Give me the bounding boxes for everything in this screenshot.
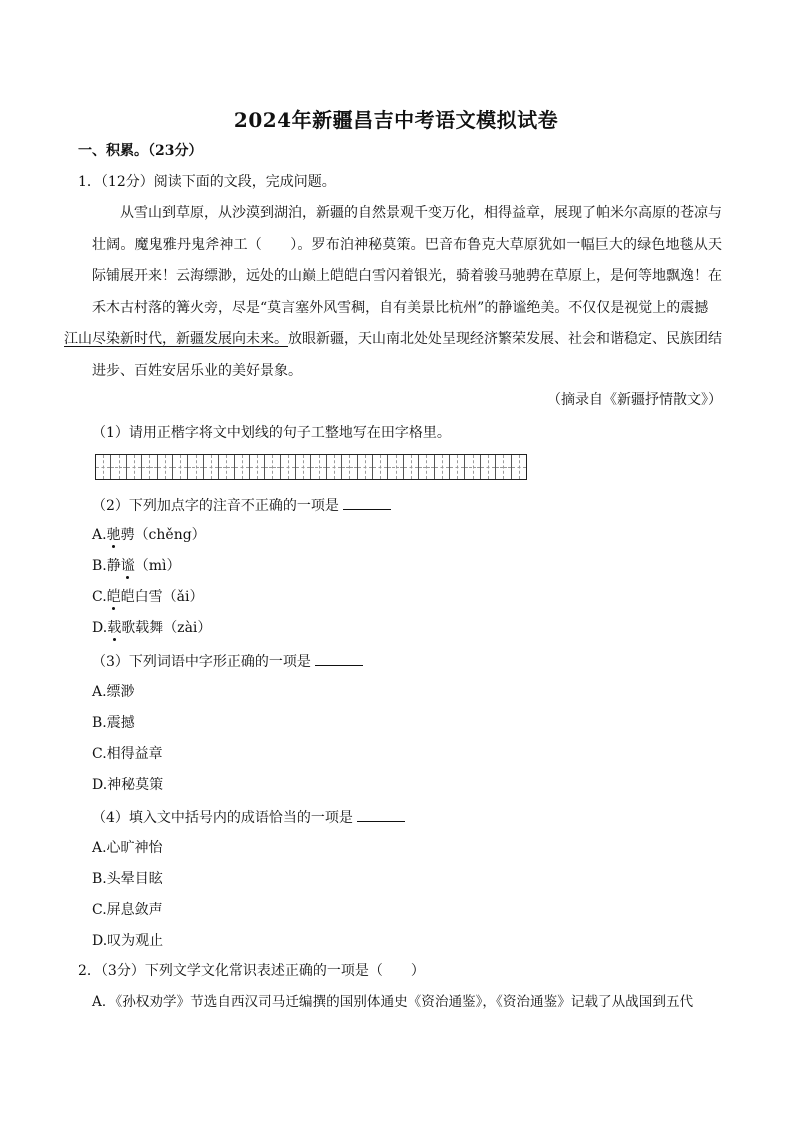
option-4a: A.心旷神怡 [92, 840, 163, 856]
answer-blank[interactable] [343, 497, 391, 510]
option-2b: B.静谧（mì） [92, 558, 181, 574]
question-1-header: 1．（12分）阅读下面的文段，完成问题。 [78, 174, 336, 190]
question-2-header: 2．（3分）下列文学文化常识表述正确的一项是（ ） [78, 963, 425, 979]
option-3d: D.神秘莫策 [92, 777, 164, 793]
option-4d: D.叹为观止 [92, 933, 164, 949]
sub-question-1: （1）请用正楷字将文中划线的句子工整地写在田字格里。 [92, 425, 451, 441]
option-2a: A.驰骋（chěng） [92, 527, 206, 543]
option-4b: B.头晕目眩 [92, 871, 163, 887]
reading-passage [64, 198, 722, 387]
answer-blank[interactable] [315, 653, 363, 666]
option-3c: C.相得益章 [92, 746, 163, 762]
sub-question-2: （2）下列加点字的注音不正确的一项是 [92, 497, 391, 515]
option-3b: B.震撼 [92, 715, 135, 731]
option-2c: C.皑皑白雪（ǎi） [92, 589, 204, 605]
option-2d: D.载歌载舞（zài） [92, 620, 212, 636]
question-2-option-a: A．《孙权劝学》节选自西汉司马迁编撰的国别体通史《资治通鉴》，《资治通鉴》记载了从战国到五代 [92, 994, 694, 1010]
answer-blank[interactable] [357, 809, 405, 822]
passage-text-after: 放眼新疆，天山南北处处呈现经济繁荣发展、社会和谐稳定、民族团结进步、百姓安居乐业的美好景象。 [92, 331, 722, 379]
sub-question-4: （4）填入文中括号内的成语恰当的一项是 [92, 809, 405, 827]
sub-question-3: （3）下列词语中字形正确的一项是 [92, 653, 363, 671]
passage-underlined-sentence: 江山尽染新时代，新疆发展向未来。 [64, 331, 288, 347]
passage-text-before: 从雪山到草原，从沙漠到湖泊，新疆的自然景观千变万化，相得益章，展现了帕米尔高原的苍凉与壮阔。魔鬼雅丹鬼斧神工（ ）。罗布泊神秘莫策。巴音布鲁克大草原犹如一幅巨大的绿色地毯从天际铺展开来！云海缥渺，远处的山巅上皑皑白雪闪着银光，骑着骏马驰骋在草原上，是何等地飘逸！在禾木古村落的篝火旁，尽是“莫言塞外风雪稠，自有美景比杭州”的静谧绝美。不仅仅是视觉上的震撼 [92, 205, 722, 316]
passage-source: （摘录自《新疆抒情散文》） [547, 392, 722, 408]
section-heading: 一、积累。（23分） [78, 143, 203, 159]
option-4c: C.屏息敛声 [92, 902, 163, 918]
writing-grid[interactable] [95, 454, 527, 480]
page-title: 2024年新疆昌吉中考语文模拟试卷 [233, 108, 559, 132]
option-3a: A.缥渺 [92, 684, 135, 700]
